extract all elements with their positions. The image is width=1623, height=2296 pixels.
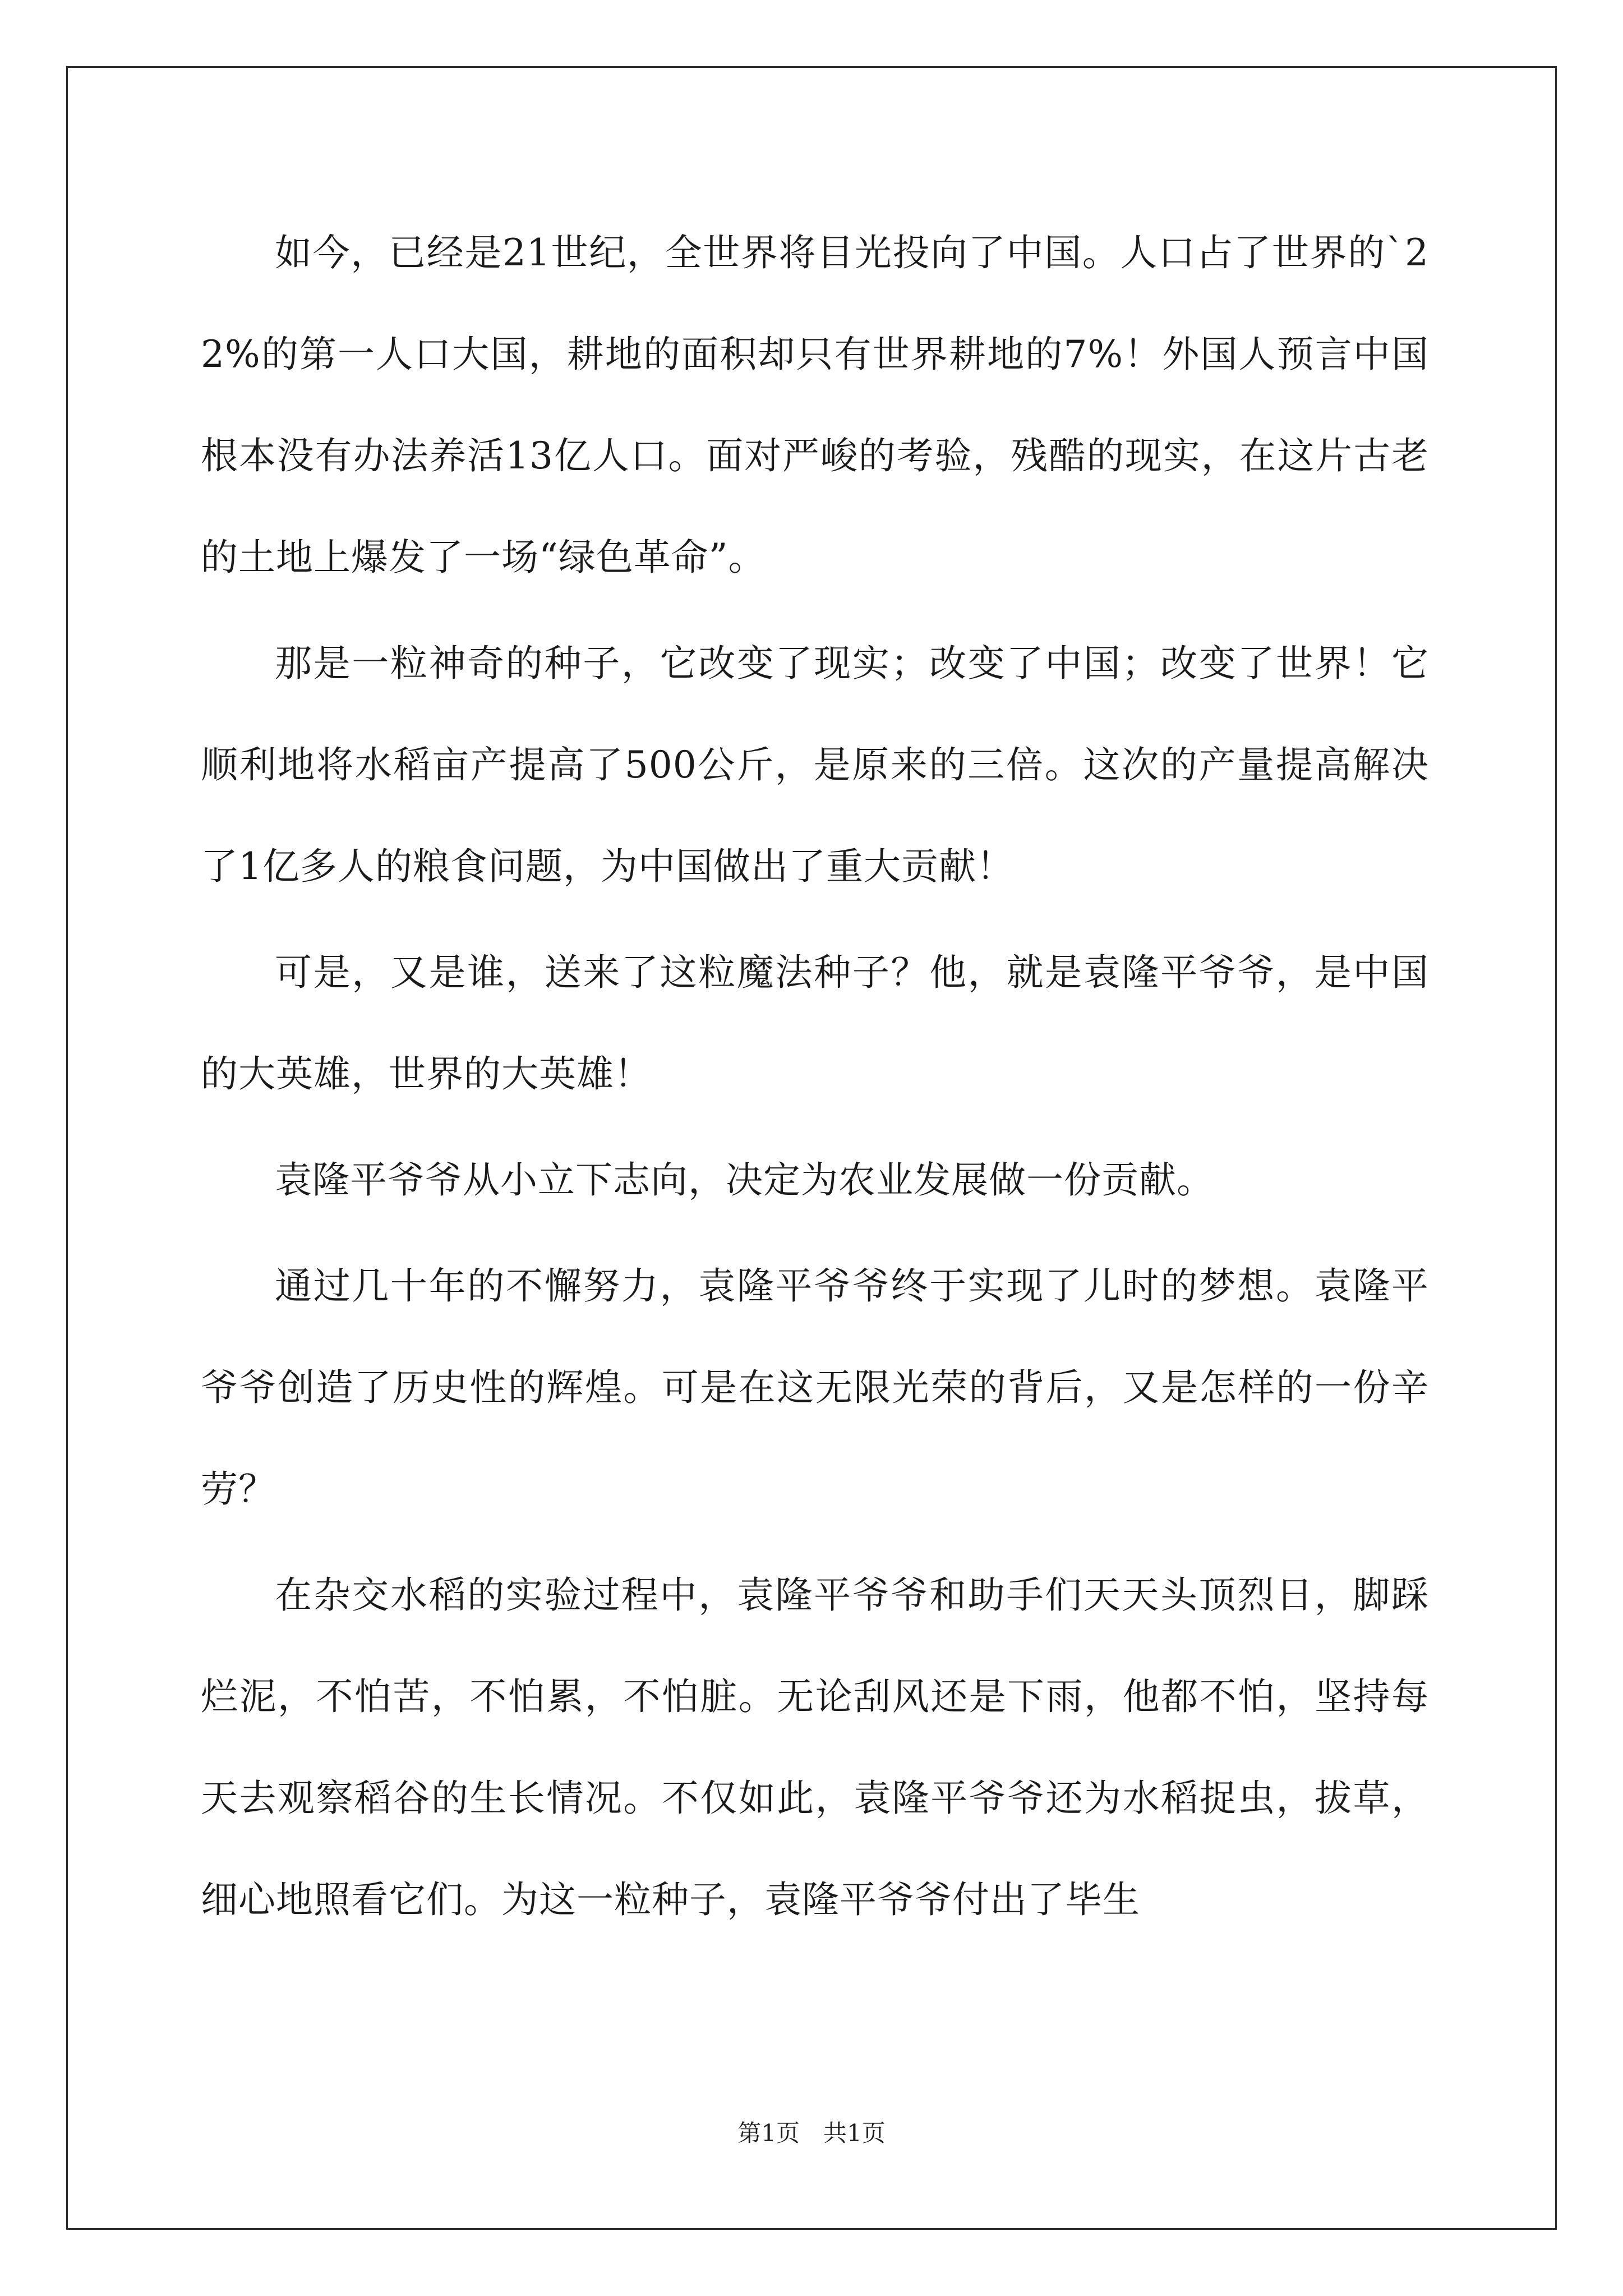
document-body (201, 202, 1429, 1955)
page-number-footer: 第1页 共1页 (737, 2119, 886, 2147)
paragraph: 如今，已经是21世纪，全世界将目光投向了中国。人口占了世界的`22%的第一人口大国，耕地的面积却只有世界耕地的7%！外国人预言中国根本没有办法养活13亿人口。面对严峻的考验，残酷的现实，在这片古老的土地上爆发了一场“绿色革命”。 (201, 231, 1429, 579)
paragraph: 通过几十年的不懈努力，袁隆平爷爷终于实现了儿时的梦想。袁隆平爷爷创造了历史性的辉煌。可是在这无限光荣的背后，又是怎样的一份辛劳？ (201, 1264, 1429, 1511)
paragraph: 袁隆平爷爷从小立下志向，决定为农业发展做一份贡献。 (275, 1158, 1214, 1202)
paragraph: 可是，又是谁，送来了这粒魔法种子？他，就是袁隆平爷爷，是中国的大英雄，世界的大英雄！ (201, 951, 1429, 1096)
paragraph: 在杂交水稻的实验过程中，袁隆平爷爷和助手们天天头顶烈日，脚踩烂泥，不怕苦，不怕累，不怕脏。无论刮风还是下雨，他都不怕，坚持每天去观察稻谷的生长情况。不仅如此，袁隆平爷爷还为水稻捉虫，拔草，细心地照看它们。为这一粒种子，袁隆平爷爷付出了毕生 (201, 1573, 1429, 1921)
paragraph: 那是一粒神奇的种子，它改变了现实；改变了中国；改变了世界！它顺利地将水稻亩产提高了500公斤，是原来的三倍。这次的产量提高解决了1亿多人的粮食问题，为中国做出了重大贡献！ (201, 642, 1429, 888)
